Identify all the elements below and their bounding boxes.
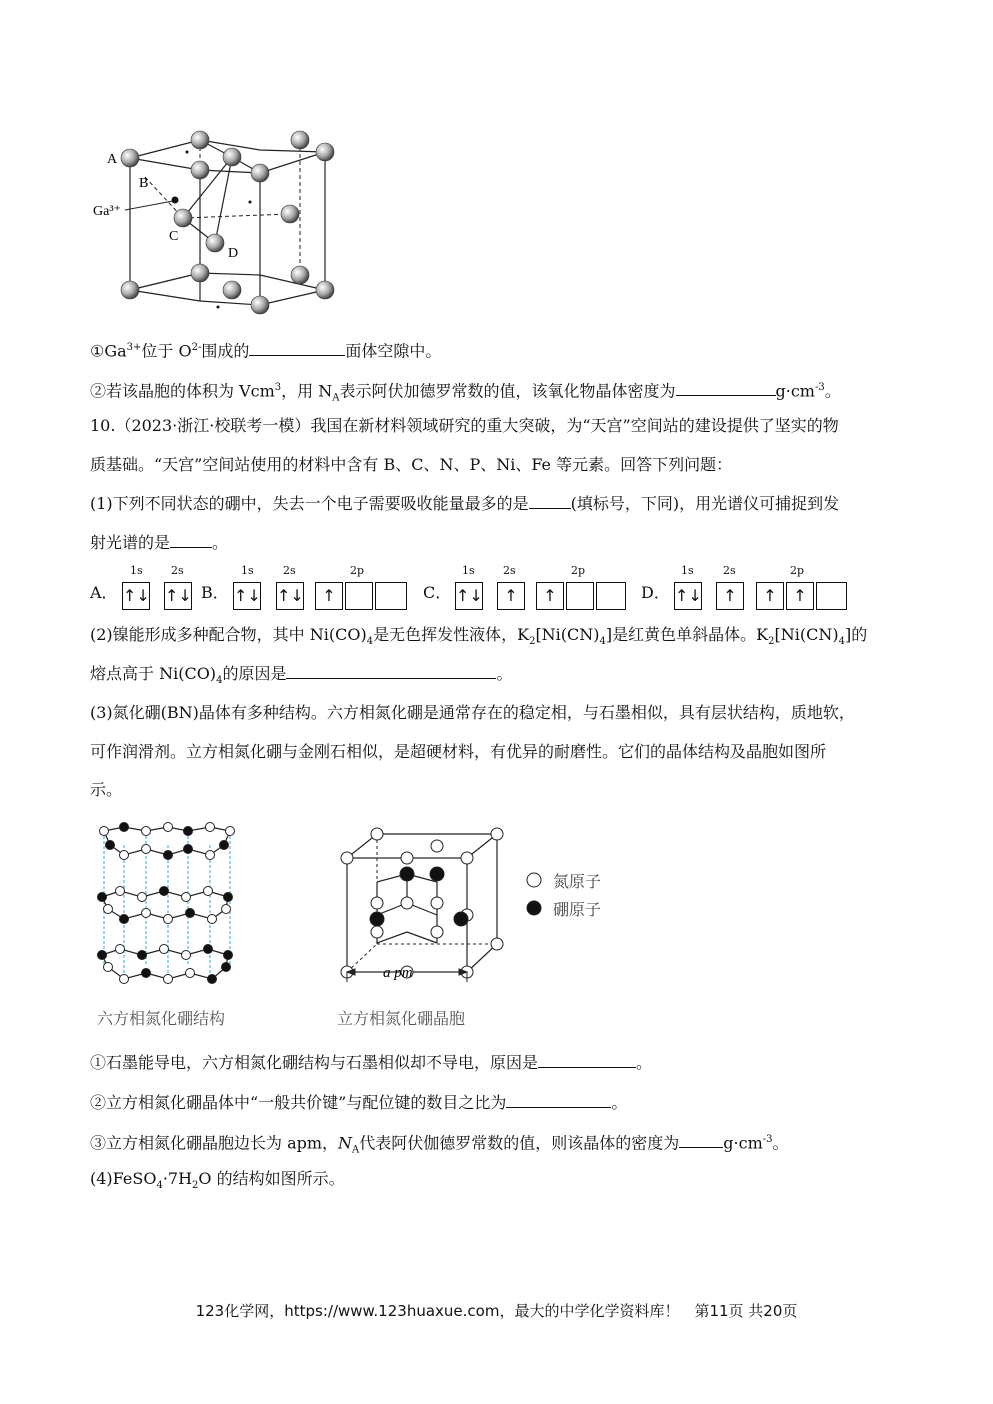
orbital-box: ↑ bbox=[536, 582, 564, 610]
orbital-box bbox=[566, 582, 594, 610]
answer-blank[interactable] bbox=[249, 339, 345, 356]
label-b: B bbox=[139, 176, 149, 191]
orbital-box: ↑↓ bbox=[233, 582, 261, 610]
figure-caption: 六方相氮化硼结构 bbox=[97, 1009, 226, 1028]
q10-part1: (1)下列不同状态的硼中，失去一个电子需要吸收能量最多的是 (填标号，下同)，用光谱仪可捕捉到发 bbox=[90, 494, 840, 513]
orbital-box: ↑ bbox=[716, 582, 744, 610]
q10-intro-1: 10.（2023·浙江·校联考一模）我国在新材料领域研究的重大突破，为“天宫”空间站的建设提供了坚实的物 bbox=[90, 416, 839, 435]
q10-part3-3: 示。 bbox=[90, 780, 123, 799]
orbital-label: 2s bbox=[283, 564, 296, 577]
orbital-label: 2p bbox=[571, 564, 586, 577]
label-ga: Ga³⁺ bbox=[93, 204, 121, 219]
orbital-box bbox=[345, 582, 373, 610]
answer-blank[interactable] bbox=[529, 492, 571, 509]
orbital-box: ↑↓ bbox=[164, 582, 192, 610]
legend-n-icon bbox=[526, 872, 542, 888]
answer-blank[interactable] bbox=[286, 662, 496, 679]
orbital-box: ↑↓ bbox=[276, 582, 304, 610]
answer-blank[interactable] bbox=[506, 1091, 611, 1108]
q10-3-subq2: ②立方相氮化硼晶体中“一般共价键”与配位键的数目之比为 。 bbox=[90, 1093, 628, 1112]
answer-blank[interactable] bbox=[676, 379, 776, 396]
orbital-label: 1s bbox=[241, 564, 254, 577]
option-d-label[interactable]: D． bbox=[641, 583, 670, 602]
orbital-box bbox=[375, 582, 407, 610]
answer-blank[interactable] bbox=[538, 1051, 636, 1068]
orbital-label: 2p bbox=[350, 564, 365, 577]
orbital-box: ↑ bbox=[497, 582, 525, 610]
page-footer: 123化学网，https://www.123huaxue.com，最大的中学化学资料库！ 第11页 共20页 bbox=[195, 1302, 798, 1320]
orbital-box: ↑↓ bbox=[122, 582, 150, 610]
figure-cubic-bn bbox=[335, 822, 515, 987]
legend-n-label: 氮原子 bbox=[553, 872, 602, 891]
orbital-label: 1s bbox=[681, 564, 694, 577]
q10-3-subq1: ①石墨能导电，六方相氮化硼结构与石墨相似却不导电，原因是 。 bbox=[90, 1053, 653, 1072]
orbital-box: ↑↓ bbox=[455, 582, 483, 610]
orbital-box: ↑ bbox=[786, 582, 814, 610]
orbital-box: ↑ bbox=[756, 582, 784, 610]
q10-part1-cont: 射光谱的是 。 bbox=[90, 533, 229, 552]
q9-subq1: $①Ga^{3+}$位于 $O^{2-}$围成的 面体空隙中。 bbox=[90, 341, 442, 361]
figure-caption: 立方相氮化硼晶胞 bbox=[337, 1009, 466, 1028]
q10-3-subq3: ③立方相氮化硼晶胞边长为 apm，$N_A$代表阿伏伽德罗常数的值，则该晶体的密度为 $g\cdot cm^{-3}$。 bbox=[90, 1133, 789, 1156]
apm-label: a pm bbox=[383, 965, 413, 981]
q10-part4: $(4)FeSO_4\cdot 7H_2O$ 的结构如图所示。 bbox=[90, 1169, 345, 1192]
answer-blank[interactable] bbox=[170, 531, 212, 548]
legend-b-label: 硼原子 bbox=[553, 900, 602, 919]
orbital-label: 2s bbox=[503, 564, 516, 577]
option-b-label[interactable]: B． bbox=[201, 583, 229, 602]
figure-hexagonal-bn bbox=[90, 815, 250, 1000]
orbital-box bbox=[816, 582, 847, 610]
label-a: A bbox=[107, 152, 118, 167]
orbital-label: 2p bbox=[790, 564, 805, 577]
option-a-label[interactable]: A． bbox=[90, 583, 118, 602]
answer-blank[interactable] bbox=[679, 1131, 723, 1148]
orbital-label: 2s bbox=[723, 564, 736, 577]
legend-b-icon bbox=[526, 900, 542, 916]
q10-part3-2: 可作润滑剂。立方相氮化硼与金刚石相似，是超硬材料，有优异的耐磨性。它们的晶体结构及晶胞如图所 bbox=[90, 742, 827, 761]
orbital-box: ↑↓ bbox=[674, 582, 702, 610]
q10-part2: (2)镍能形成多种配合物，其中 $Ni(CO)_4$是无色挥发性液体，$K_2[Ni(CN)_4]$是红黄色单斜晶体。$K_2[Ni(CN)_4]$的 bbox=[90, 625, 868, 648]
figure-hexagonal-cell bbox=[85, 125, 355, 325]
orbital-box bbox=[596, 582, 626, 610]
orbital-label: 1s bbox=[130, 564, 143, 577]
q10-part2-cont: 熔点高于 $Ni(CO)_4$的原因是 。 bbox=[90, 664, 513, 687]
q10-part3-1: (3)氮化硼(BN)晶体有多种结构。六方相氮化硼是通常存在的稳定相，与石墨相似，具有层状结构，质地软， bbox=[90, 703, 855, 722]
orbital-box: ↑ bbox=[315, 582, 343, 610]
option-c-label[interactable]: C． bbox=[423, 583, 452, 602]
orbital-label: 1s bbox=[462, 564, 475, 577]
orbital-label: 2s bbox=[171, 564, 184, 577]
q10-intro-2: 质基础。“天宫”空间站使用的材料中含有 B、C、N、P、Ni、Fe 等元素。回答下列问题： bbox=[90, 455, 733, 474]
label-d: D bbox=[228, 246, 239, 261]
q9-subq2: ②若该晶胞的体积为 Vcm$^3$，用 $N_A$表示阿伏加德罗常数的值，该氧化物晶体密度为 $g\cdot cm^{-3}$。 bbox=[90, 381, 841, 404]
label-c: C bbox=[169, 229, 179, 244]
